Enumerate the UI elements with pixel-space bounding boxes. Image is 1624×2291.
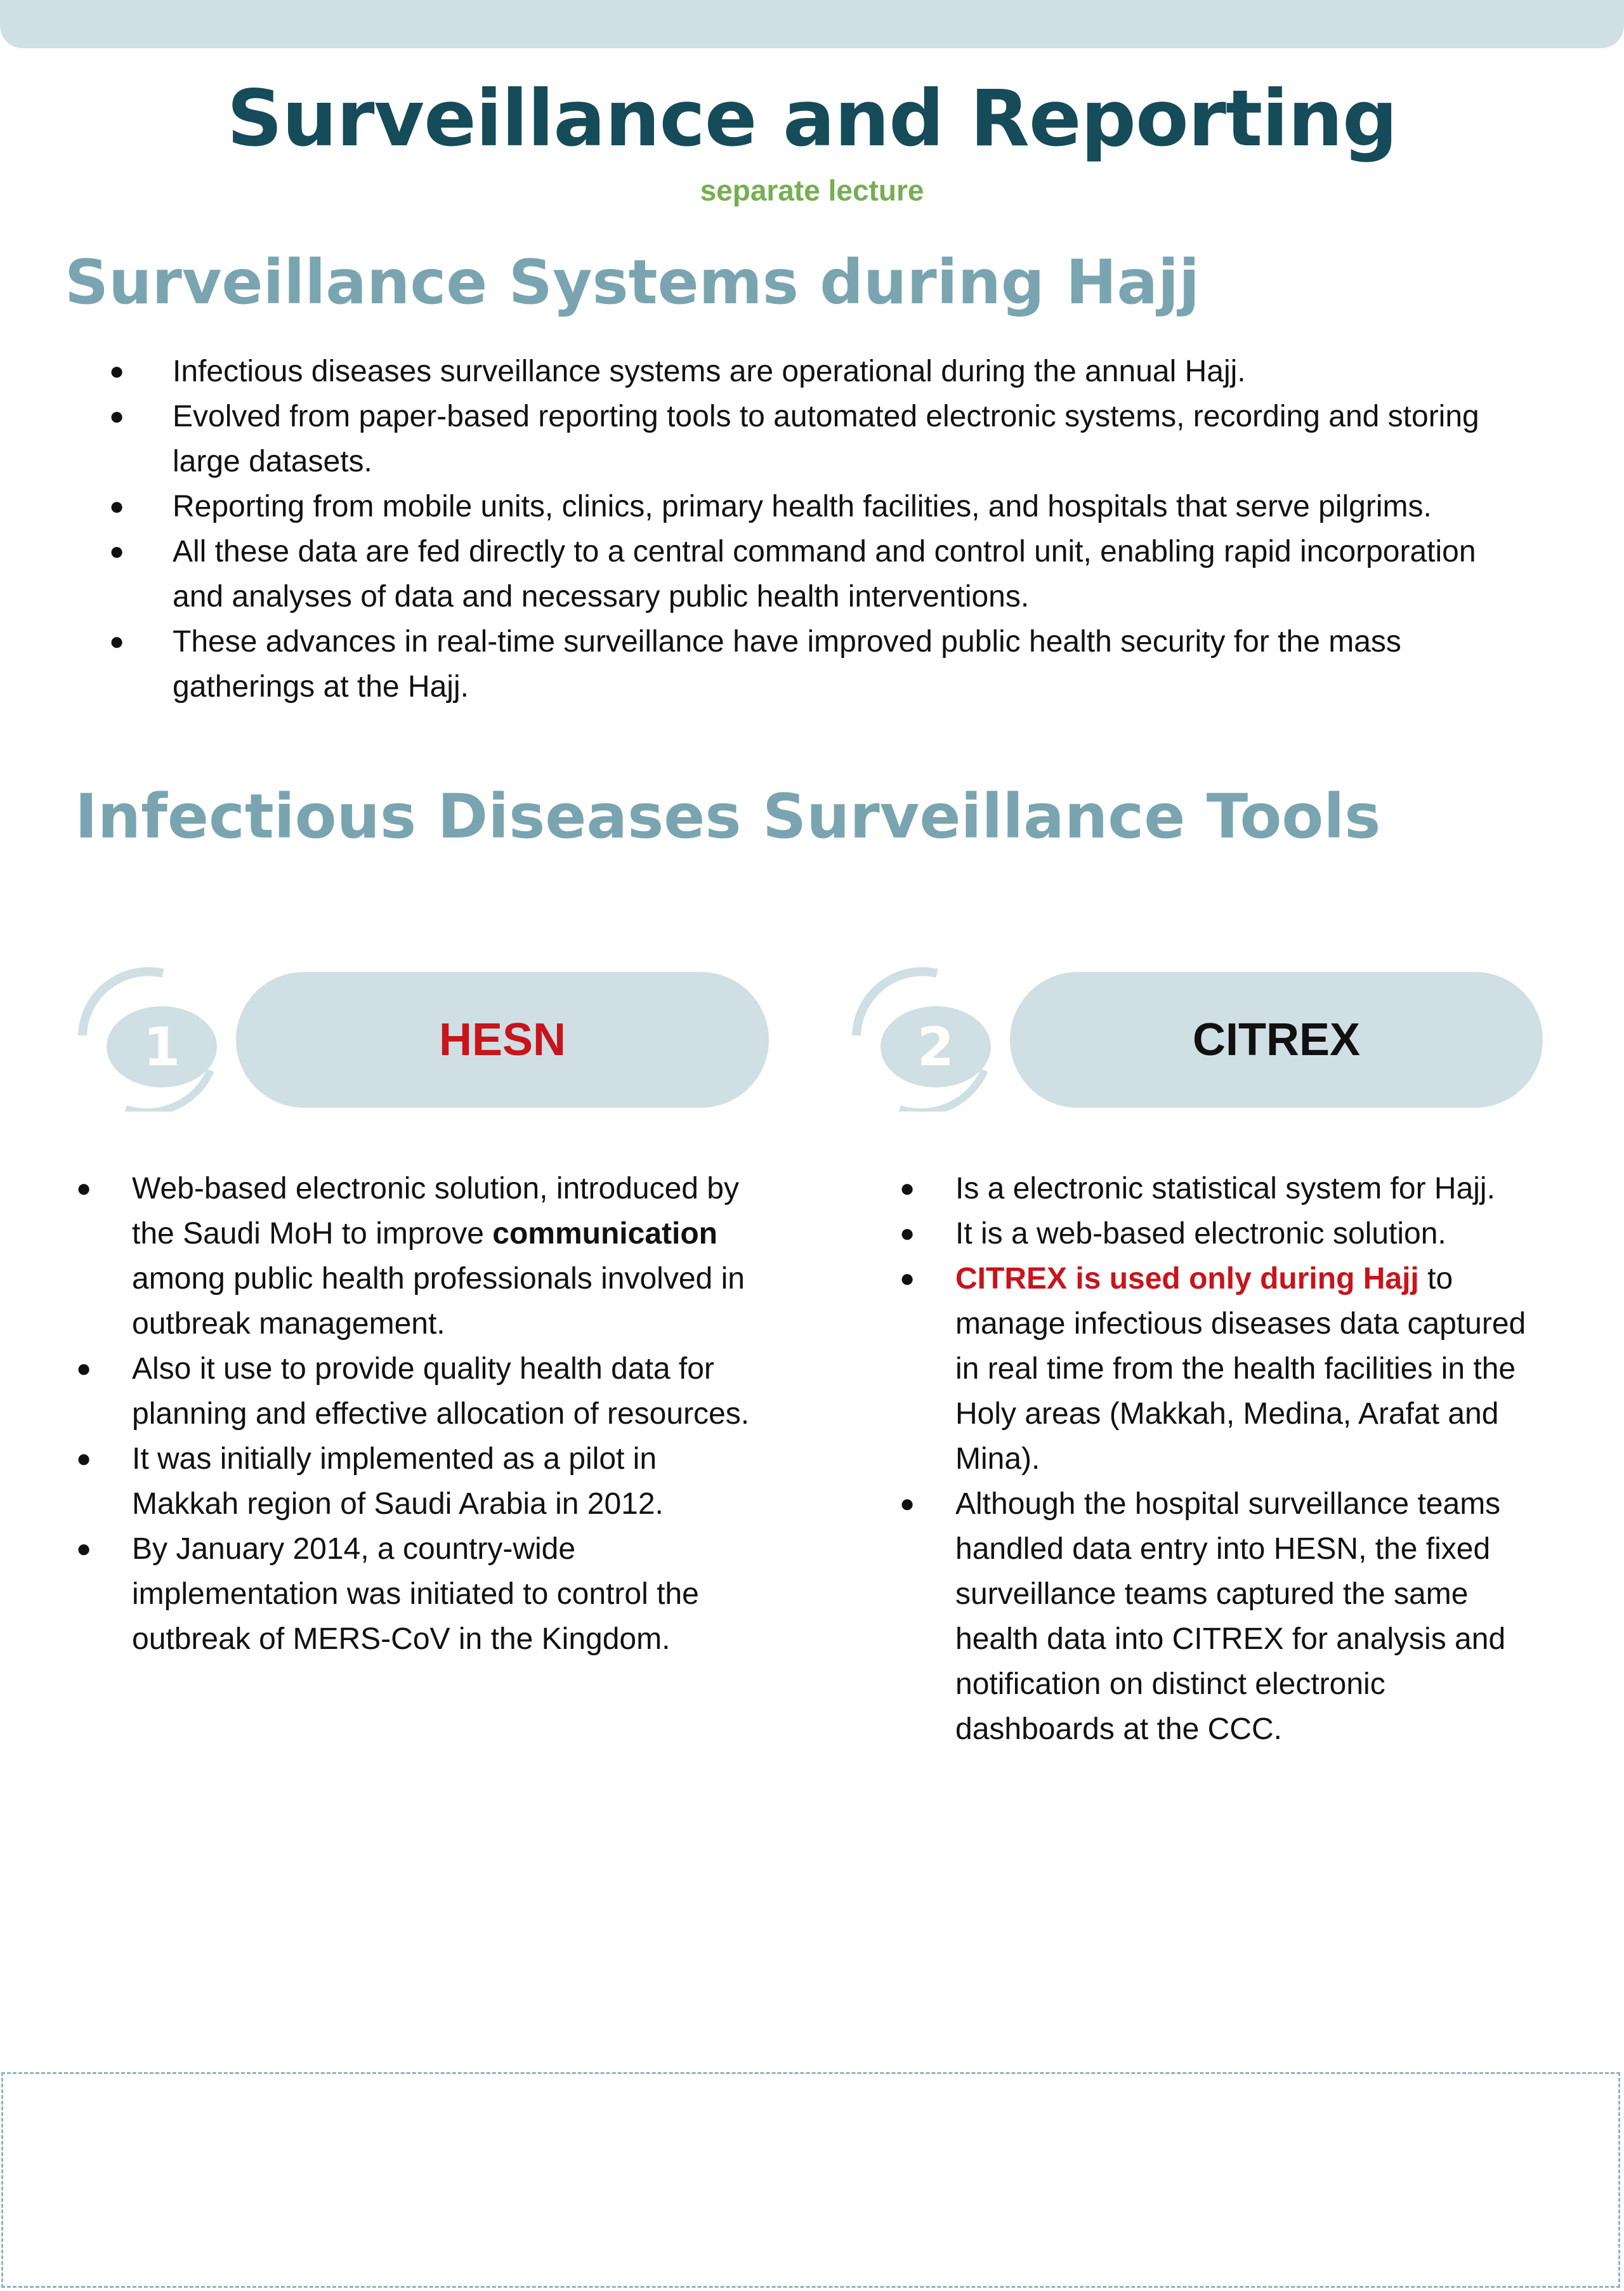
tool-header-citrex xyxy=(844,959,1478,1112)
tool-number-badge: 1 xyxy=(107,1006,217,1087)
list-item: ● These advances in real-time surveillance have improved public health security for the mass gatherings at the Hajj. xyxy=(173,619,1530,709)
bullet-icon: ● xyxy=(900,1264,915,1292)
list-item: ● It was initially implemented as a pilot in Makkah region of Saudi Arabia in 2012. xyxy=(132,1436,766,1526)
tool-number-badge: 2 xyxy=(881,1006,991,1087)
page-subtitle: separate lecture xyxy=(700,174,924,207)
page-title: Surveillance and Reporting xyxy=(226,74,1398,164)
list-item: ● All these data are fed directly to a central command and control unit, enabling rapid incorporation and analyses of data and necessary public health interventions. xyxy=(173,529,1530,619)
tool-name-pill xyxy=(236,972,769,1108)
bullet-icon: ● xyxy=(109,627,125,655)
tool-name-hesn: HESN xyxy=(438,1014,566,1065)
bullet-icon: ● xyxy=(900,1490,915,1518)
bullet-icon: ● xyxy=(109,357,125,385)
list-item: ● Is a electronic statistical system for Hajj. xyxy=(955,1166,1545,1211)
list-item: ● Infectious diseases surveillance systems are operational during the annual Hajj. xyxy=(173,349,1530,394)
section-heading-surveillance-systems: Surveillance Systems during Hajj xyxy=(65,247,1200,318)
hesn-details-list xyxy=(76,1166,766,1662)
tool-header-hesn xyxy=(70,959,704,1112)
bullet-icon: ● xyxy=(76,1355,92,1382)
bullet-icon: ● xyxy=(109,537,125,565)
notes-box xyxy=(1,2072,1620,2288)
list-item: ● Web-based electronic solution, introduced by the Saudi MoH to improve communication among public health professionals involved in outbreak management. xyxy=(132,1166,766,1346)
emphasis-communication: communication xyxy=(492,1217,717,1251)
citrex-details-list xyxy=(900,1166,1545,1752)
list-item: ● Also it use to provide quality health data for planning and effective allocation of resources. xyxy=(132,1346,766,1436)
highlight-citrex-hajj-only: CITREX is used only during Hajj xyxy=(955,1262,1419,1296)
list-item: ● It is a web-based electronic solution. xyxy=(955,1211,1545,1256)
list-item: ● CITREX is used only during Hajj to manage infectious diseases data captured in real time from the health facilities in the Holy areas (Makkah, Medina, Arafat and Mina). xyxy=(955,1256,1545,1481)
top-decorative-band xyxy=(0,0,1624,48)
bullet-icon: ● xyxy=(76,1445,92,1473)
section-heading-surveillance-tools: Infectious Diseases Surveillance Tools xyxy=(75,781,1381,852)
tool-name-pill xyxy=(1010,972,1543,1108)
bullet-icon: ● xyxy=(109,402,125,430)
bullet-icon: ● xyxy=(109,492,125,520)
list-item: ● Reporting from mobile units, clinics, primary health facilities, and hospitals that serve pilgrims. xyxy=(173,484,1530,529)
tool-name-citrex: CITREX xyxy=(1192,1014,1361,1065)
bullet-icon: ● xyxy=(900,1174,915,1202)
list-item: ● By January 2014, a country-wide implementation was initiated to control the outbreak of MERS-CoV in the Kingdom. xyxy=(132,1526,766,1662)
bullet-icon: ● xyxy=(76,1535,92,1563)
bullet-icon: ● xyxy=(76,1174,92,1202)
surveillance-systems-list xyxy=(109,349,1530,709)
list-item: ● Evolved from paper-based reporting tools to automated electronic systems, recording and storing large datasets. xyxy=(173,394,1530,484)
bullet-icon: ● xyxy=(900,1219,915,1247)
list-item: ● Although the hospital surveillance teams handled data entry into HESN, the fixed surveillance teams captured the same health data into CITREX for analysis and notification on distinct electronic dashboards at the CCC. xyxy=(955,1481,1545,1752)
